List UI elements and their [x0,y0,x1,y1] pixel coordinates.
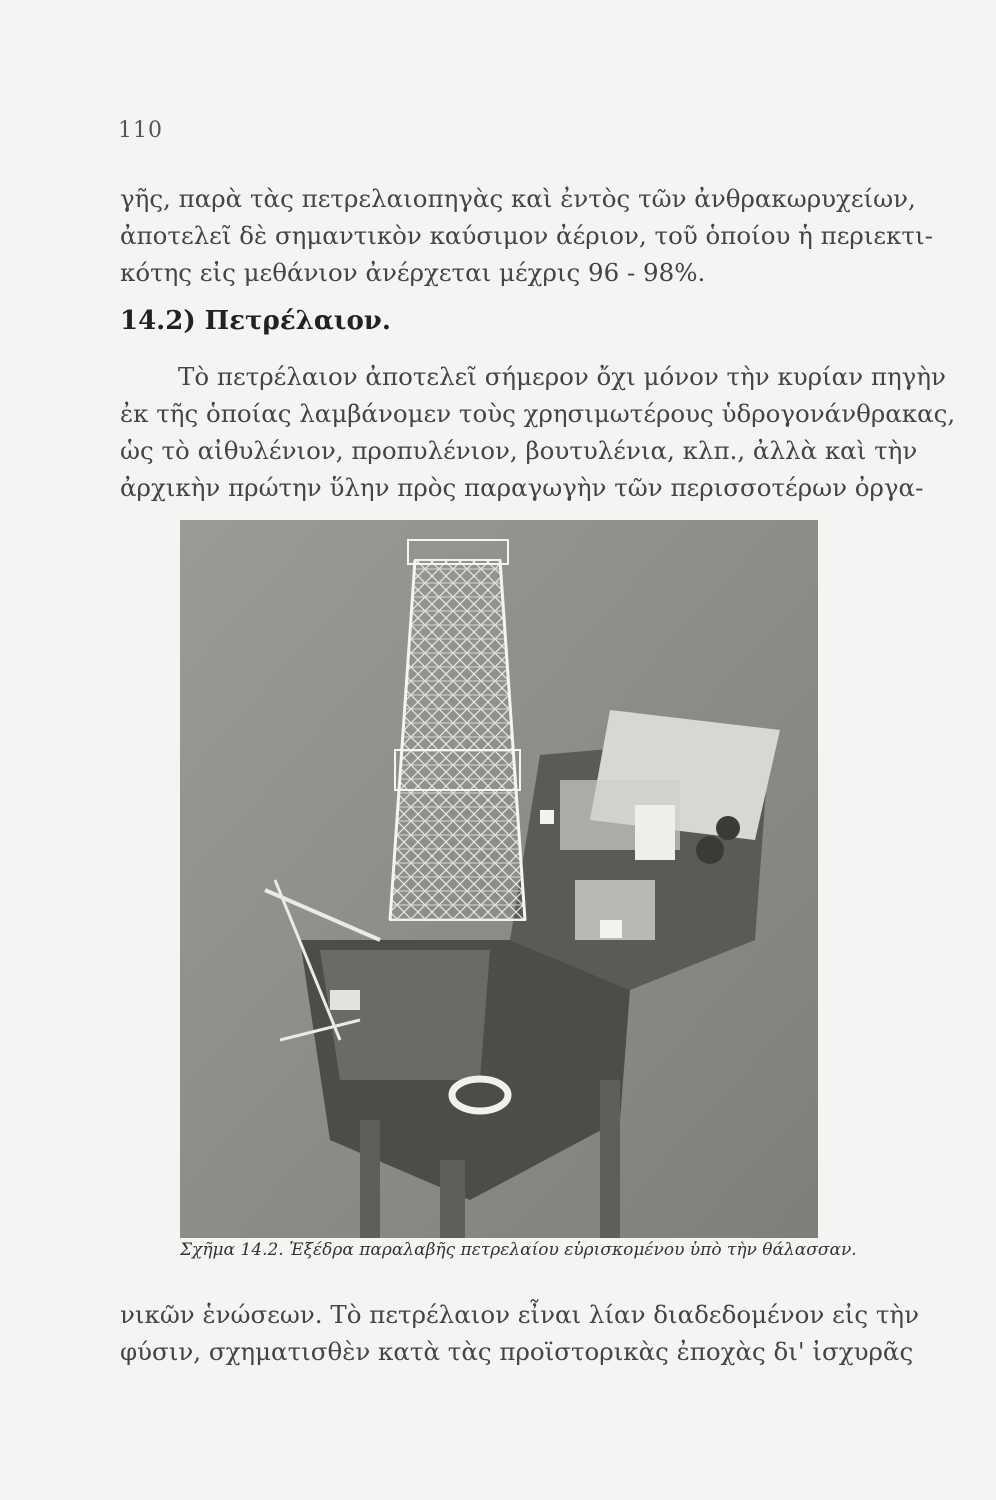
figure-caption: Σχῆμα 14.2. Ἐξέδρα παραλαβῆς πετρελαίου εὑρισκομένου ὑπὸ τὴν θάλασσαν. [180,1240,857,1260]
text-line: κότης εἰς μεθάνιον ἀνέρχεται μέχρις 96 - 98%. [120,258,706,287]
oil-rig-illustration [180,520,818,1238]
text-line: ἀρχικὴν πρώτην ὕλην πρὸς παραγωγὴν τῶν περισσοτέρων ὀργα- [120,473,924,502]
text-line: ὡς τὸ αἰθυλένιον, προπυλένιον, βουτυλένια, κλπ., ἀλλὰ καὶ τὴν [120,436,918,465]
paragraph-3 [120,1296,920,1370]
text-line: Τὸ πετρέλαιον ἀποτελεῖ σήμερον ὄχι μόνον τὴν κυρίαν πηγὴν [178,362,946,391]
oil-platform-photo [180,520,818,1238]
paragraph-2 [120,358,956,506]
text-line: ἀποτελεῖ δὲ σημαντικὸν καύσιμον ἀέριον, τοῦ ὁποίου ἡ περιεκτι- [120,221,933,250]
text-line: ἐκ τῆς ὁποίας λαμβάνομεν τοὺς χρησιμωτέρους ὑδρογονάνθρακας, [120,399,956,428]
text-line: νικῶν ἑνώσεων. Τὸ πετρέλαιον εἶναι λίαν διαδεδομένον εἰς τὴν [120,1300,920,1329]
page-number: 110 [118,118,163,143]
section-heading: 14.2) Πετρέλαιον. [120,306,391,336]
text-line: γῆς, παρὰ τὰς πετρελαιοπηγὰς καὶ ἐντὸς τῶν ἀνθρακωρυχείων, [120,184,916,213]
paragraph-1 [120,180,933,291]
text-line: φύσιν, σχηματισθὲν κατὰ τὰς προϊστορικὰς ἐποχὰς δι' ἰσχυρᾶς [120,1337,914,1366]
